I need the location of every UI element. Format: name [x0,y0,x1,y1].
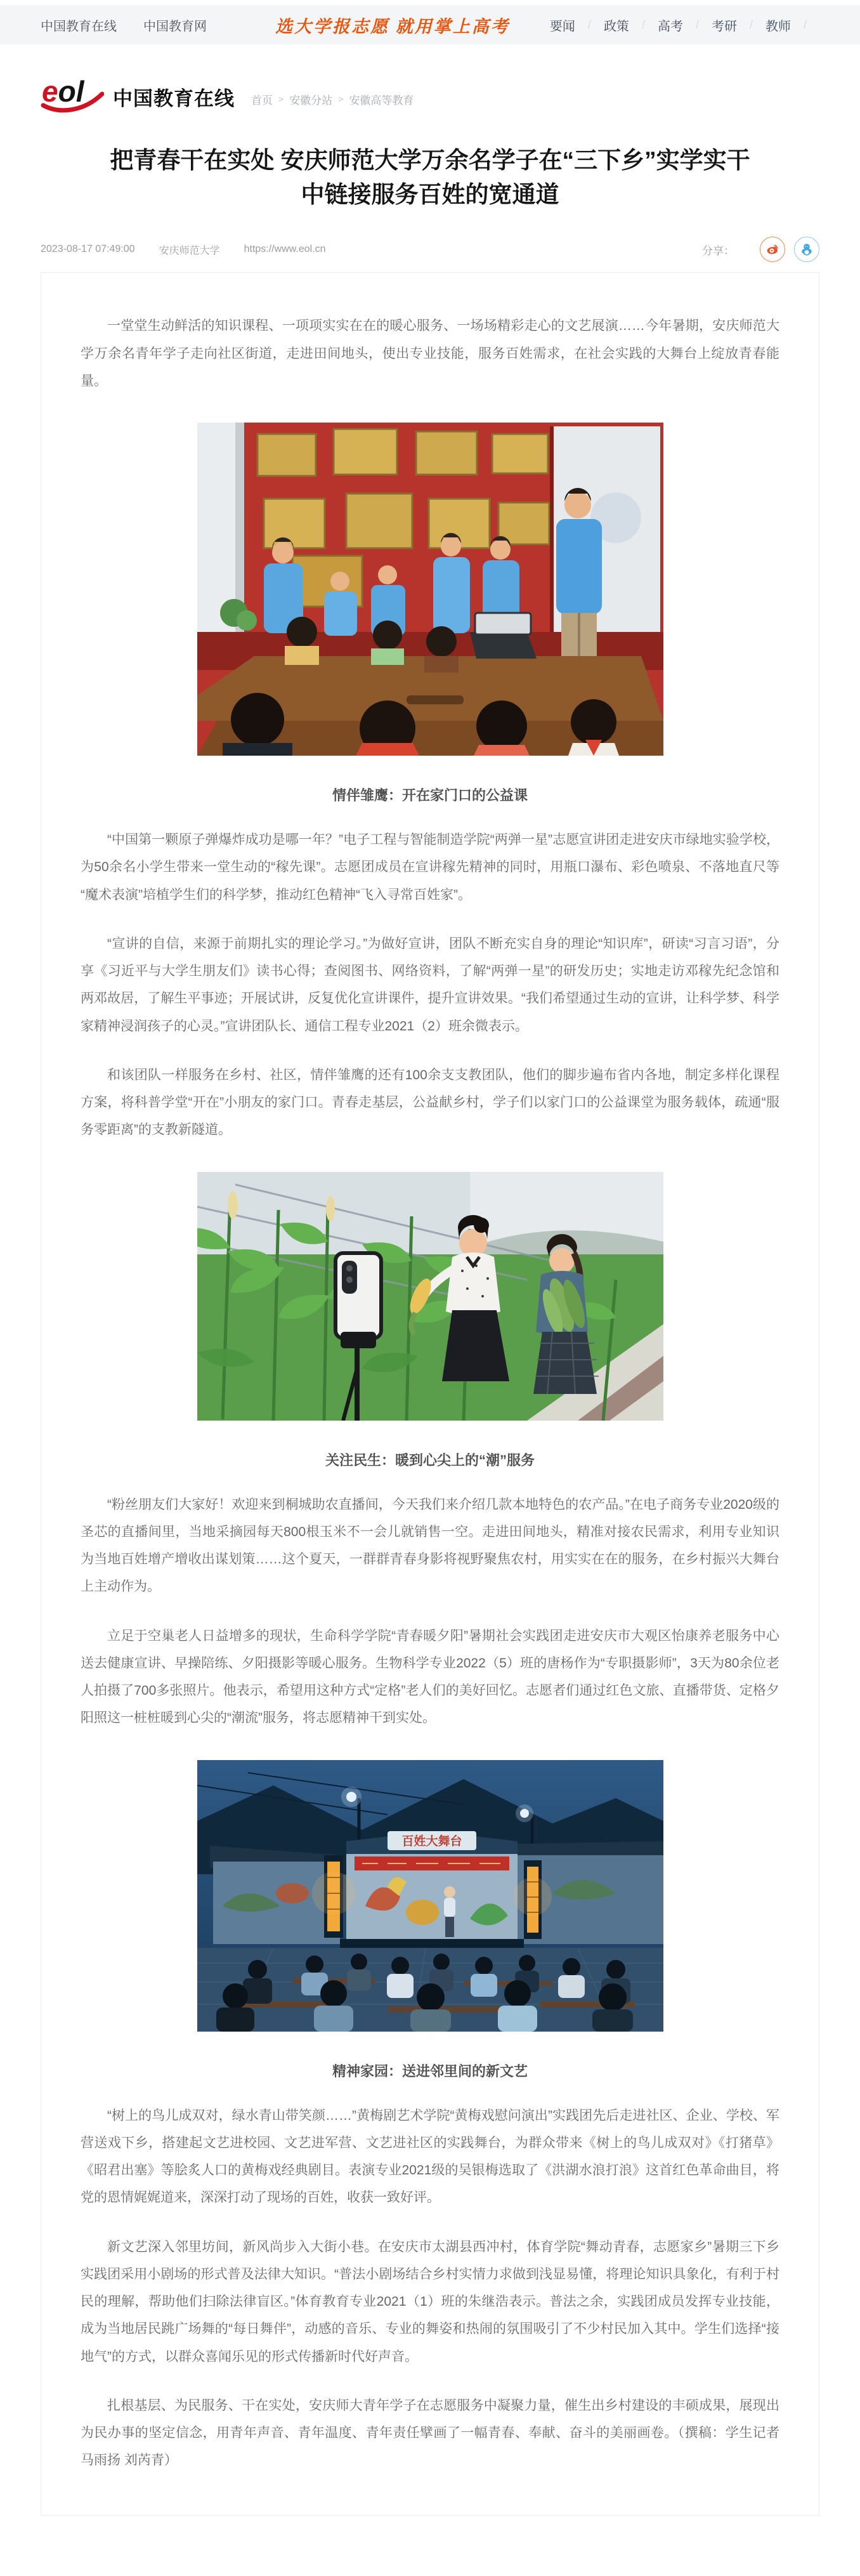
breadcrumb [251,91,414,107]
topbar-nav-item[interactable]: 政策 [603,19,629,34]
section-heading: 精神家园：送进邻里间的新文艺 [332,2063,528,2079]
topbar-nav-item[interactable]: 教师 [765,19,791,34]
share-label: 分享： [702,244,734,257]
breadcrumb-home[interactable]: 首页 [251,94,273,107]
article-source: 安庆师范大学 [159,245,220,256]
article-paragraph: 新文艺深入邻里坊间，新风尚步入大街小巷。在安庆市太湖县西冲村，体育学院“舞动青春，志愿家乡”暑期三下乡实践团采用小剧场的形式普及法律大知识。“普法小剧场结合乡村实情力求做到浅显易懂，将理论知识具象化，有利于村民的理解，帮助他们扫除法律盲区。”体育教育专业2021（1）班的朱继浩表示。普法之余，实践团成员发挥专业技能，成为当地居民跳广场舞的“每日舞伴”，动感的音乐、专业的舞姿和热闹的氛围吸引了不少村民加入其中。学生们选择“接地气”的方式，以群众喜闻乐见的形式传播新时代好声音。 [81,2239,779,2364]
nav-separator: / [587,18,591,31]
nav-separator: / [803,18,807,31]
article-paragraph: 一堂堂生动鲜活的知识课程、一项项实实在在的暖心服务、一场场精彩走心的文艺展演……今年暑期，安庆师范大学万余名青年学子走向社区街道，走进田间地头，使出专业技能，服务百姓需求，在社会实践的大舞台上绽放青春能量。 [81,319,779,388]
breadcrumb-separator: > [338,94,344,104]
nav-separator: / [641,18,645,31]
article-paragraph: 和该团队一样服务在乡村、社区，情伴雏鹰的还有100余支支教团队，他们的脚步遍布省内各地，制定多样化课程方案，将科普学堂“开在”小朋友的家门口。青春走基层，公益献乡村，学子们以家门口的公益课堂为服务载体，疏通“服务零距离”的支教新隧道。 [81,1067,779,1138]
article-paragraph: “树上的鸟儿成双对，绿水青山带笑颜……”黄梅剧艺术学院“黄梅戏慰问演出”实践团先后走进社区、企业、学校、军营送戏下乡，搭建起文艺进校园、文艺进军营、文艺进社区的实践舞台，为群众带来《树上的鸟儿成双对》《打猪草》《昭君出塞》等脍炙人口的黄梅戏经典剧目。表演专业2021级的吴银梅选取了《洪湖水浪打浪》这首红色革命曲目，将党的恩情娓娓道来，深深打动了现场的百姓，收获一致好评。 [81,2108,779,2205]
article-paragraph: “粉丝朋友们大家好！欢迎来到桐城助农直播间，今天我们来介绍几款本地特色的农产品。”在电子商务专业2020级的圣芯的直播间里，当地采摘园每天800根玉米不一会儿就销售一空。走进田间地头，精准对接农民需求，利用专业知识为当地百姓增产增收出谋划策……这个夏天，一群群青春身影将视野聚焦农村，用实实在在的服务，在乡村振兴大舞台上主动作为。 [81,1497,779,1594]
section-heading: 关注民生：暖到心尖上的“潮”服务 [325,1452,535,1468]
topbar-nav-item[interactable]: 考研 [711,19,737,34]
article-paragraph: 立足于空巢老人日益增多的现状，生命科学学院“青春暖夕阳”暑期社会实践团走进安庆市大观区怡康养老服务中心送去健康宣讲、早操陪练、夕阳摄影等暖心服务。生物科学专业2022（5）班的唐杨作为“专职摄影师”，3天为80余位老人拍摄了700多张照片。他表示，希望用这种方式“定格”老人们的美好回忆。志愿者们通过红色文旅、直播带货、定格夕阳照这一桩桩暖到心尖的“潮流”服务，将志愿精神干到实处。 [81,1628,779,1726]
topbar-link-edunet[interactable]: 中国教育网 [143,19,207,34]
nav-separator: / [695,18,699,31]
page-title: 把青春干在实处 安庆师范大学万余名学子在“三下乡”实学实干中链接服务百姓的宽通道 [110,147,750,207]
topbar-nav-item[interactable]: 高考 [657,19,683,34]
section-heading: 情伴雏鹰：开在家门口的公益课 [332,787,528,804]
site-header [41,44,819,115]
article-url: https://www.eol.cn [244,244,326,255]
site-brand[interactable]: 中国教育在线 [113,87,235,110]
weibo-share-icon[interactable] [760,237,785,262]
breadcrumb-anhui-higher-edu[interactable]: 安徽高等教育 [349,94,414,107]
publish-datetime: 2023-08-17 07:49:00 [41,244,135,255]
topbar-nav [550,16,819,34]
breadcrumb-separator: > [278,94,284,104]
topbar-slogan: 选大学报志愿 就用掌上高考 [275,16,510,36]
article-photo-night-stage [197,1760,663,2032]
topbar [0,5,860,44]
eol-logo-icon[interactable] [41,77,104,115]
article-paragraph: 扎根基层、为民服务、干在实处，安庆师大青年学子在志愿服务中凝聚力量，催生出乡村建设的丰硕成果，展现出为民办事的坚定信念，用青年声音、青年温度、青年责任擘画了一幅青春、奉献、奋斗的美丽画卷。（撰稿：学生记者 马雨扬 刘芮青） [81,2398,779,2468]
breadcrumb-anhui[interactable]: 安徽分站 [289,94,333,107]
article-paragraph: “中国第一颗原子弹爆炸成功是哪一年？”电子工程与智能制造学院“两弹一星”志愿宣讲团走进安庆市绿地实验学校，为50余名小学生带来一堂生动的“稼先课”。志愿团成员在宣讲稼先精神的同时，用瓶口瀑布、彩色喷泉、不落地直尺等“魔术表演”培植学生们的科学梦，推动红色精神“飞入寻常百姓家”。 [81,832,779,902]
nav-separator: / [749,18,753,31]
article-photo-classroom [197,423,663,756]
article-paragraph: “宣讲的自信，来源于前期扎实的理论学习。”为做好宣讲，团队不断充实自身的理论“知识库”，研读“习言习语”，分享《习近平与大学生朋友们》读书心得；查阅图书、网络资料，了解“两弹一星”的研发历史；实地走访邓稼先纪念馆和两邓故居，了解生平事迹；开展试讲，反复优化宣讲课件，提升宣讲效果。“我们希望通过生动的宣讲，让科学梦、科学家精神浸润孩子的心灵。”宣讲团队长、通信工程专业2021（2）班余微表示。 [81,936,779,1034]
topbar-link-eol[interactable]: 中国教育在线 [41,19,117,34]
qq-share-icon[interactable] [794,237,819,262]
svg-text:百姓大舞台: 百姓大舞台 [401,1834,462,1848]
topbar-nav-item[interactable]: 要闻 [549,19,575,34]
svg-text:eol: eol [42,77,84,108]
article-photo-cornfield-livestream [197,1172,663,1421]
article-meta [41,237,819,262]
article-body [41,272,819,2515]
